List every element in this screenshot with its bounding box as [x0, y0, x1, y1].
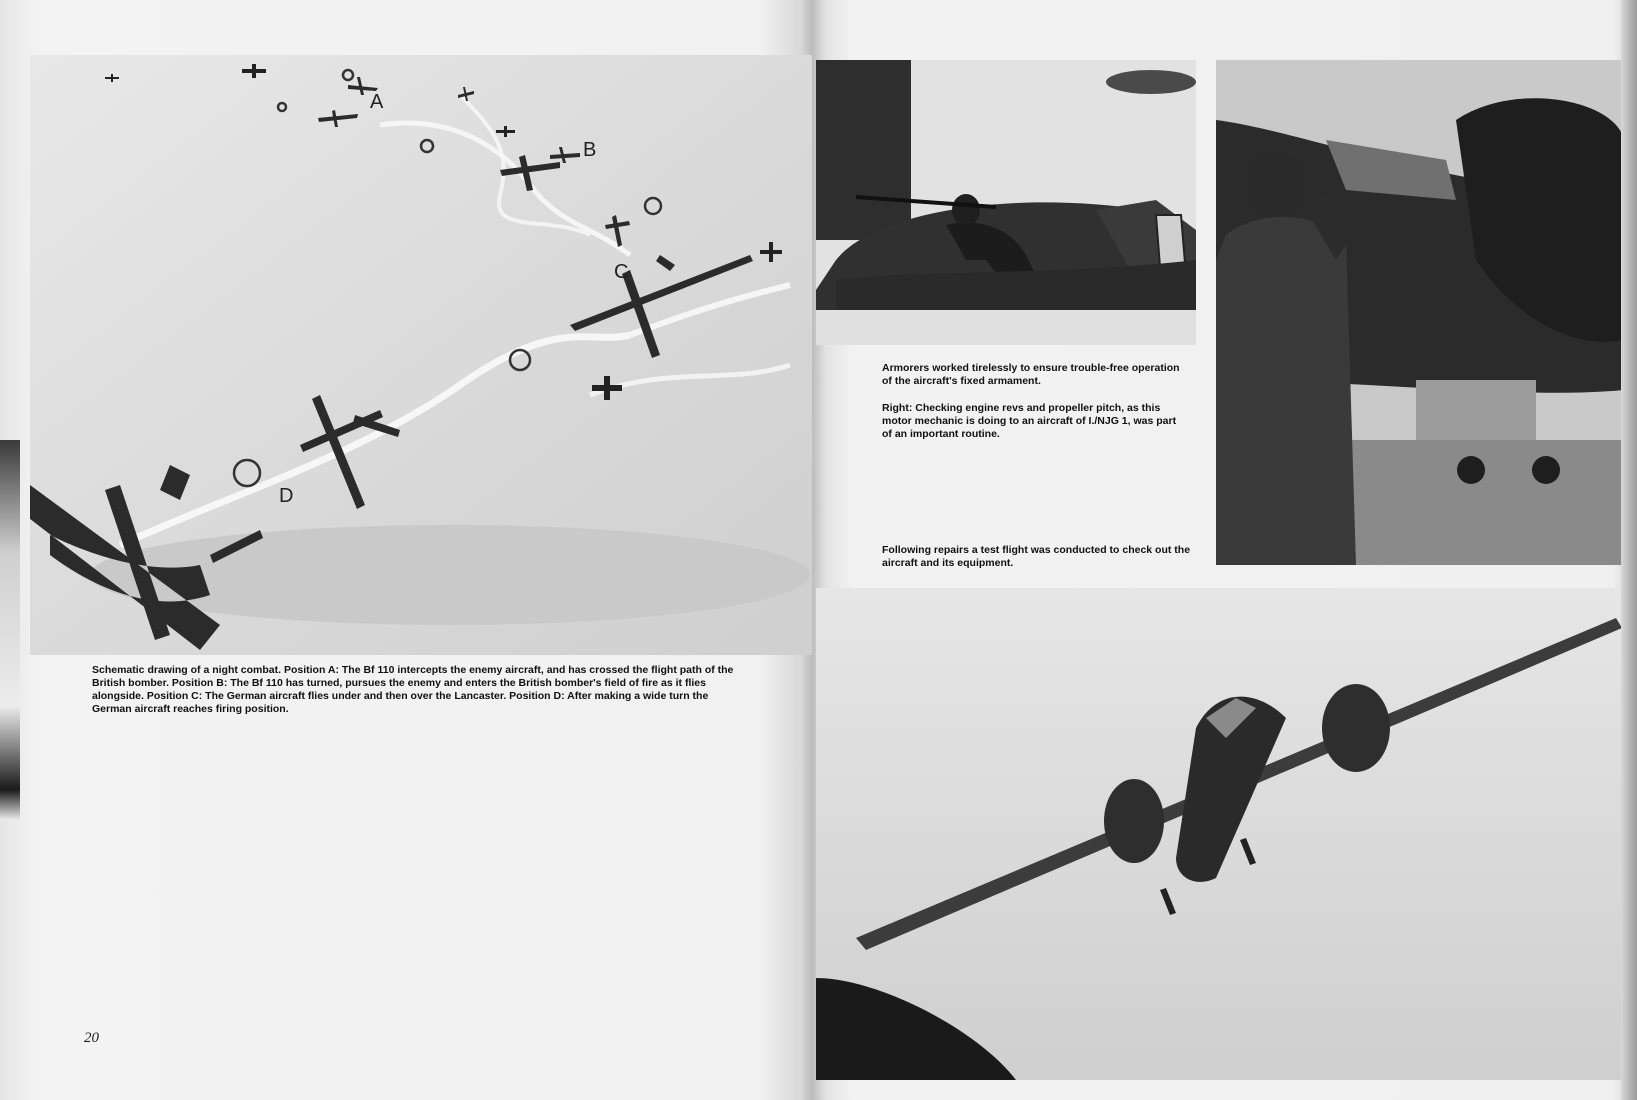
test-flight-photo — [816, 588, 1624, 1080]
mechanic-caption: Right: Checking engine revs and propeller pitch, as this motor mechanic is doing to an aircraft of I./NJG 1, was part of an important routine. — [882, 402, 1177, 440]
diagram-label-c: C — [614, 261, 629, 283]
combat-diagram-illustration — [30, 55, 812, 655]
page-edge-strip — [0, 440, 20, 820]
armorers-caption: Armorers worked tirelessly to ensure trouble-free operation of the aircraft's fixed armament. — [882, 362, 1180, 387]
page-number: 20 — [84, 1030, 99, 1046]
diagram-caption: Schematic drawing of a night combat. Position A: The Bf 110 intercepts the enemy aircraft, and has crossed the flight path of the British bomber. Position B: The Bf 110 has turned, pursues the enemy and enters the British bomber's field of fire as it flies alongside. Position C: The German aircraft flies under and then over the Lancaster. Position D: After making a wide turn the German aircraft reaches firing position. — [92, 664, 734, 715]
night-combat-diagram — [30, 55, 812, 655]
diagram-label-a: A — [370, 91, 384, 113]
left-page — [0, 0, 812, 1100]
diagram-label-b: B — [583, 139, 597, 161]
mechanic-photo — [1216, 60, 1624, 565]
page-edge-right — [1621, 0, 1637, 1100]
armorers-photo — [816, 60, 1196, 345]
mechanic-photo-image — [1216, 60, 1624, 565]
test-flight-photo-image — [816, 588, 1624, 1080]
diagram-label-d: D — [279, 485, 294, 507]
test-flight-caption: Following repairs a test flight was conducted to check out the aircraft and its equipment. — [882, 544, 1191, 569]
armorers-photo-image — [816, 60, 1196, 345]
right-page — [812, 0, 1637, 1100]
